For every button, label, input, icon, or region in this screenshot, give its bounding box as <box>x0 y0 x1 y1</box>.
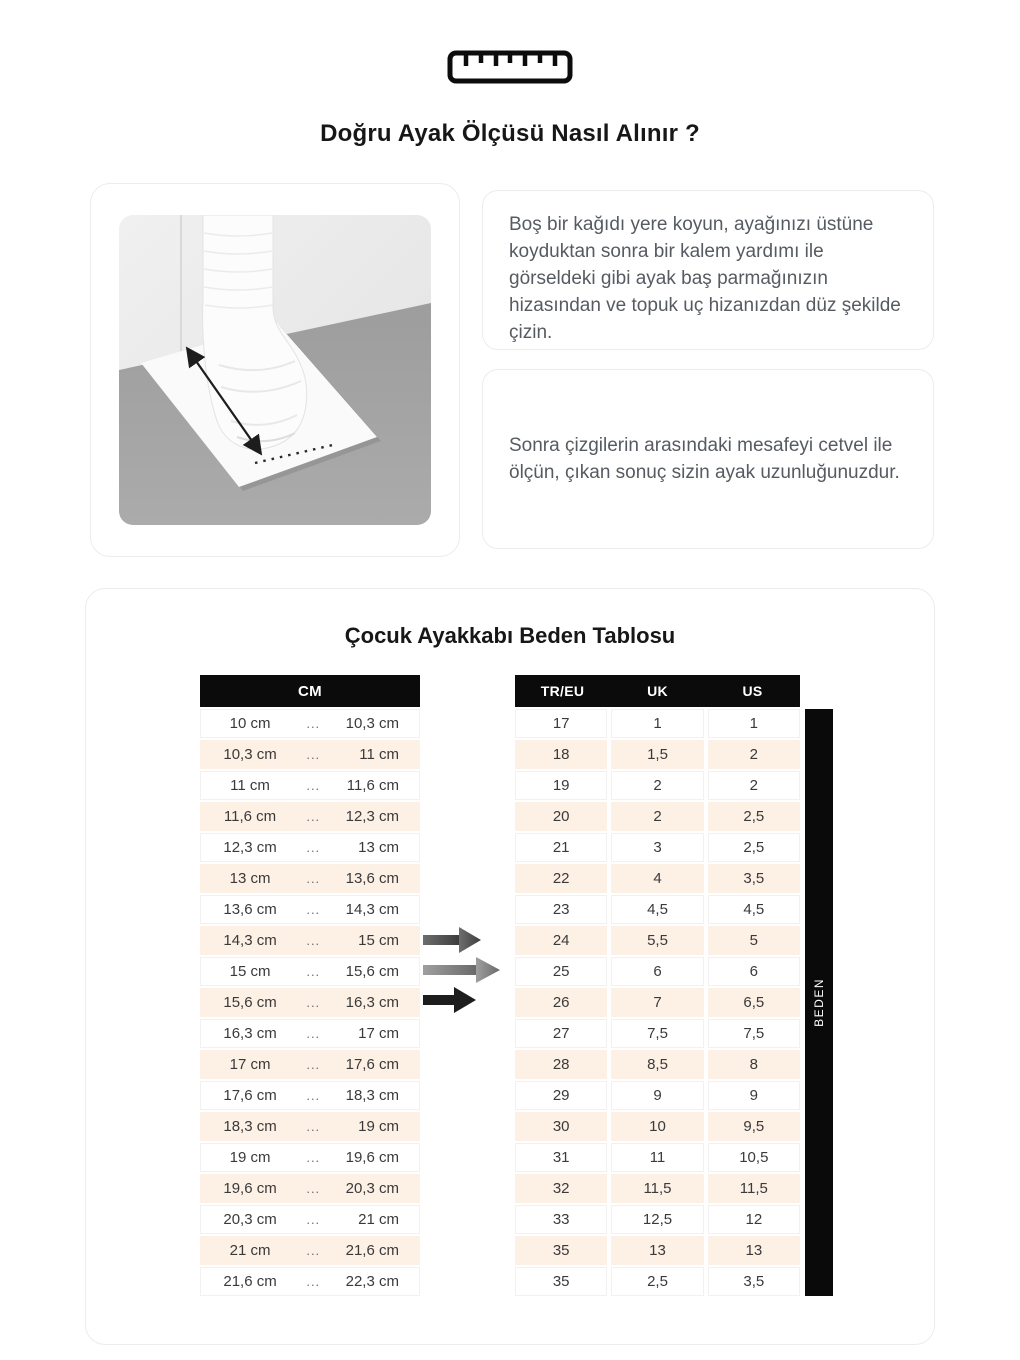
range-dots: ... <box>306 995 321 1010</box>
table-row <box>200 1143 420 1172</box>
table-row <box>515 833 800 862</box>
uk-cell: 2,5 <box>611 1267 703 1296</box>
tables-row <box>86 675 934 1298</box>
cm-to-cell: 19,6 cm <box>345 1149 399 1166</box>
arrow-right-icon <box>423 927 481 953</box>
instruction-card-measure <box>482 369 934 549</box>
size-table-title: Çocuk Ayakkabı Beden Tablosu <box>344 623 676 648</box>
uk-cell: 4,5 <box>611 895 703 924</box>
table-row <box>515 1112 800 1141</box>
table-row <box>200 1205 420 1234</box>
table-row <box>515 957 800 986</box>
cm-from-cell: 21,6 cm <box>223 1273 277 1290</box>
uk-cell: 10 <box>611 1112 703 1141</box>
tr-eu-cell: 26 <box>515 988 607 1017</box>
instruction-text: Boş bir kağıdı yere koyun, ayağınızı üstüne koyduktan sonra bir kalem yardımı ile görseldeki gibi ayak baş parmağınızın hizasından ve topuk uç hizanızdan düz şekilde çizin. <box>509 214 901 343</box>
table-row <box>515 1174 800 1203</box>
range-dots: ... <box>306 716 321 731</box>
cm-from-cell: 10 cm <box>229 715 271 732</box>
range-dots: ... <box>306 1088 321 1103</box>
cm-to-cell: 15,6 cm <box>345 963 399 980</box>
cm-from-cell: 15,6 cm <box>223 994 277 1011</box>
us-cell: 2 <box>708 740 800 769</box>
range-dots: ... <box>306 778 321 793</box>
table-row <box>200 957 420 986</box>
tr-eu-cell: 17 <box>515 709 607 738</box>
range-dots: ... <box>306 902 321 917</box>
table-row <box>515 1081 800 1110</box>
table-row <box>200 802 420 831</box>
beden-bar <box>805 709 833 1296</box>
cm-to-cell: 17 cm <box>358 1025 399 1042</box>
table-row <box>515 895 800 924</box>
uk-cell: 11,5 <box>611 1174 703 1203</box>
cm-table-body <box>200 709 420 1296</box>
cm-to-cell: 21,6 cm <box>345 1242 399 1259</box>
table-row <box>200 1050 420 1079</box>
page-title: Doğru Ayak Ölçüsü Nasıl Alınır ? <box>320 120 700 147</box>
foot-measure-illustration <box>119 215 431 525</box>
ruler-icon <box>447 50 573 84</box>
us-cell: 6 <box>708 957 800 986</box>
tr-eu-cell: 24 <box>515 926 607 955</box>
instruction-card-draw <box>482 190 934 350</box>
cm-from-cell: 15 cm <box>229 963 271 980</box>
uk-cell: 11 <box>611 1143 703 1172</box>
cm-to-cell: 18,3 cm <box>345 1087 399 1104</box>
cm-table <box>200 675 420 1298</box>
cm-to-cell: 11,6 cm <box>346 777 399 794</box>
cm-to-cell: 13 cm <box>358 839 399 856</box>
table-row <box>200 709 420 738</box>
cm-from-cell: 18,3 cm <box>223 1118 277 1135</box>
cm-to-cell: 16,3 cm <box>345 994 399 1011</box>
cm-from-cell: 11 cm <box>230 777 270 794</box>
table-row <box>515 926 800 955</box>
uk-cell: 7,5 <box>611 1019 703 1048</box>
table-row <box>200 895 420 924</box>
us-cell: 8 <box>708 1050 800 1079</box>
tr-eu-cell: 30 <box>515 1112 607 1141</box>
table-row <box>200 1112 420 1141</box>
table-row <box>515 740 800 769</box>
tr-eu-cell: 18 <box>515 740 607 769</box>
table-row <box>515 988 800 1017</box>
cm-from-cell: 13 cm <box>229 870 271 887</box>
cm-from-cell: 19 cm <box>229 1149 271 1166</box>
cm-from-cell: 12,3 cm <box>223 839 277 856</box>
table-row <box>200 1081 420 1110</box>
table-row <box>200 1267 420 1296</box>
size-table <box>515 675 800 1298</box>
cm-from-cell: 10,3 cm <box>223 746 277 763</box>
table-row <box>200 833 420 862</box>
tr-eu-cell: 27 <box>515 1019 607 1048</box>
size-table-card <box>85 588 935 1345</box>
table-row <box>200 926 420 955</box>
us-cell: 1 <box>708 709 800 738</box>
table-row <box>515 709 800 738</box>
uk-cell: 4 <box>611 864 703 893</box>
us-cell: 10,5 <box>708 1143 800 1172</box>
us-cell: 13 <box>708 1236 800 1265</box>
tr-eu-cell: 22 <box>515 864 607 893</box>
cm-from-cell: 21 cm <box>229 1242 271 1259</box>
uk-cell: 8,5 <box>611 1050 703 1079</box>
tr-eu-cell: 20 <box>515 802 607 831</box>
arrow-right-icon <box>423 987 476 1013</box>
table-row <box>200 864 420 893</box>
header-cell-us: US <box>742 683 763 699</box>
range-dots: ... <box>306 1181 321 1196</box>
us-cell: 3,5 <box>708 864 800 893</box>
range-dots: ... <box>306 1057 321 1072</box>
cm-to-cell: 19 cm <box>358 1118 399 1135</box>
size-table-body <box>515 709 800 1296</box>
us-cell: 7,5 <box>708 1019 800 1048</box>
table-row <box>515 1236 800 1265</box>
us-cell: 12 <box>708 1205 800 1234</box>
us-cell: 4,5 <box>708 895 800 924</box>
cm-table-header: CM <box>200 675 420 707</box>
tr-eu-cell: 19 <box>515 771 607 800</box>
us-cell: 2,5 <box>708 833 800 862</box>
uk-cell: 7 <box>611 988 703 1017</box>
table-row <box>515 864 800 893</box>
beden-label: BEDEN <box>812 978 826 1027</box>
range-dots: ... <box>306 871 321 886</box>
cm-from-cell: 17 cm <box>229 1056 271 1073</box>
arrow-right-icon <box>423 957 500 983</box>
uk-cell: 12,5 <box>611 1205 703 1234</box>
table-row <box>200 1236 420 1265</box>
uk-cell: 5,5 <box>611 926 703 955</box>
table-row <box>200 771 420 800</box>
cm-from-cell: 14,3 cm <box>223 932 277 949</box>
table-row <box>515 1205 800 1234</box>
range-dots: ... <box>306 1274 321 1289</box>
cm-to-cell: 14,3 cm <box>345 901 399 918</box>
cm-to-cell: 15 cm <box>358 932 399 949</box>
us-cell: 11,5 <box>708 1174 800 1203</box>
tr-eu-cell: 35 <box>515 1267 607 1296</box>
header-cell-tr-eu: TR/EU <box>540 683 585 699</box>
tr-eu-cell: 23 <box>515 895 607 924</box>
range-dots: ... <box>306 933 321 948</box>
tr-eu-cell: 35 <box>515 1236 607 1265</box>
range-dots: ... <box>306 1026 321 1041</box>
table-row <box>515 1267 800 1296</box>
range-dots: ... <box>306 747 321 762</box>
cm-to-cell: 13,6 cm <box>345 870 399 887</box>
uk-cell: 1,5 <box>611 740 703 769</box>
table-row <box>515 802 800 831</box>
foot-photo <box>119 215 431 525</box>
cm-to-cell: 12,3 cm <box>345 808 399 825</box>
us-cell: 5 <box>708 926 800 955</box>
cm-from-cell: 20,3 cm <box>223 1211 277 1228</box>
cm-to-cell: 10,3 cm <box>345 715 399 732</box>
header-cell-uk: UK <box>647 683 668 699</box>
range-dots: ... <box>306 840 321 855</box>
cm-to-cell: 11 cm <box>359 746 399 763</box>
tr-eu-cell: 29 <box>515 1081 607 1110</box>
foot-photo-card <box>90 183 460 557</box>
tr-eu-cell: 28 <box>515 1050 607 1079</box>
us-cell: 9 <box>708 1081 800 1110</box>
instruction-column <box>482 190 934 557</box>
cm-from-cell: 13,6 cm <box>223 901 277 918</box>
uk-cell: 9 <box>611 1081 703 1110</box>
cm-to-cell: 22,3 cm <box>345 1273 399 1290</box>
us-cell: 9,5 <box>708 1112 800 1141</box>
size-table-header <box>515 675 800 707</box>
table-row <box>200 1019 420 1048</box>
cm-to-cell: 20,3 cm <box>345 1180 399 1197</box>
uk-cell: 13 <box>611 1236 703 1265</box>
tr-eu-cell: 33 <box>515 1205 607 1234</box>
us-cell: 3,5 <box>708 1267 800 1296</box>
range-dots: ... <box>306 964 321 979</box>
cm-from-cell: 16,3 cm <box>223 1025 277 1042</box>
table-row <box>515 771 800 800</box>
us-cell: 2 <box>708 771 800 800</box>
uk-cell: 6 <box>611 957 703 986</box>
tr-eu-cell: 31 <box>515 1143 607 1172</box>
us-cell: 6,5 <box>708 988 800 1017</box>
tr-eu-cell: 32 <box>515 1174 607 1203</box>
cm-from-cell: 11,6 cm <box>223 808 277 825</box>
header-icon-wrap <box>0 0 1020 84</box>
tr-eu-cell: 25 <box>515 957 607 986</box>
range-dots: ... <box>306 1243 321 1258</box>
us-cell: 2,5 <box>708 802 800 831</box>
cm-from-cell: 19,6 cm <box>223 1180 277 1197</box>
range-dots: ... <box>306 809 321 824</box>
transfer-arrows <box>420 675 515 1298</box>
table-row <box>515 1050 800 1079</box>
uk-cell: 3 <box>611 833 703 862</box>
cm-from-cell: 17,6 cm <box>223 1087 277 1104</box>
range-dots: ... <box>306 1119 321 1134</box>
range-dots: ... <box>306 1212 321 1227</box>
table-row <box>200 1174 420 1203</box>
uk-cell: 1 <box>611 709 703 738</box>
range-dots: ... <box>306 1150 321 1165</box>
table-row <box>200 740 420 769</box>
table-row <box>515 1143 800 1172</box>
table-row <box>515 1019 800 1048</box>
measure-section <box>90 183 932 557</box>
instruction-text: Sonra çizgilerin arasındaki mesafeyi cetvel ile ölçün, çıkan sonuç sizin ayak uzunluğunuzdur. <box>509 435 900 483</box>
cm-to-cell: 21 cm <box>358 1211 399 1228</box>
table-row <box>200 988 420 1017</box>
uk-cell: 2 <box>611 802 703 831</box>
uk-cell: 2 <box>611 771 703 800</box>
tr-eu-cell: 21 <box>515 833 607 862</box>
cm-to-cell: 17,6 cm <box>345 1056 399 1073</box>
